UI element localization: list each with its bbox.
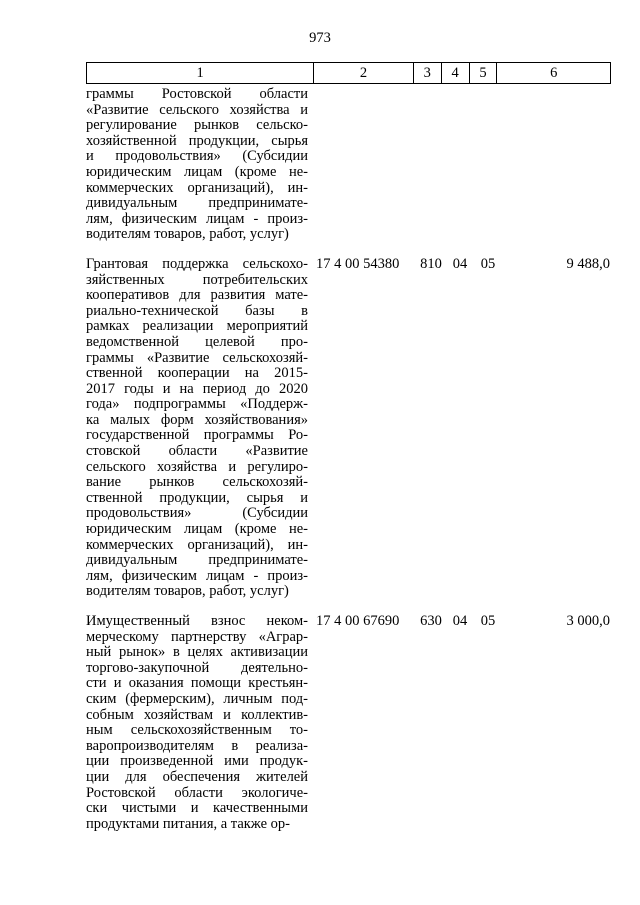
description-line: мерческому партнерству «Аграр-	[86, 629, 308, 645]
description-line: дивидуальным предпринимате-	[86, 553, 308, 569]
description-line: ственной продукции, сырья и	[86, 490, 308, 506]
description-line: варопроизводителям в реализа-	[86, 738, 308, 754]
description-line: дивидуальным предпринимате-	[86, 196, 308, 212]
row-description	[86, 87, 308, 243]
description-line: года» подпрограммы «Поддерж-	[86, 397, 308, 413]
description-line: сти и оказания помощи крестьян-	[86, 676, 308, 692]
description-line: Ростовской области экологиче-	[86, 785, 308, 801]
expense-type: 810	[420, 255, 442, 272]
header-col-1: 1	[87, 63, 314, 83]
expense-type	[416, 87, 446, 243]
expense-type: 630	[420, 613, 442, 629]
description-line: ный рынок» в целях активизации	[86, 645, 308, 661]
description-line: торгово-закупочной деятельно-	[86, 660, 308, 676]
header-col-6: 6	[550, 65, 558, 81]
section-code: 04	[452, 255, 468, 272]
amount	[502, 87, 610, 243]
description-line: ственной кооперации на 2015-	[86, 366, 308, 382]
description-line: водителям товаров, работ, услуг)	[86, 584, 289, 600]
row-description	[86, 614, 308, 832]
description-line: ции для обеспечения жителей	[86, 769, 308, 785]
subsection-code	[474, 87, 502, 243]
table-row	[86, 257, 611, 600]
description-line: коммерческих организаций), ин-	[86, 180, 308, 196]
section-code: 04	[452, 613, 468, 629]
description-line: ции произведенной ими продук-	[86, 754, 308, 770]
description-line: хозяйственной продукции, сырья	[86, 133, 308, 149]
description-line: Имущественный взнос неком-	[86, 614, 308, 629]
description-line: «Развитие сельского хозяйства и	[86, 102, 308, 118]
description-line: водителям товаров, работ, услуг)	[86, 227, 289, 243]
description-line: кооперативов для развития мате-	[86, 288, 308, 304]
subsection-code: 05	[480, 255, 496, 272]
header-col-4: 4	[442, 63, 470, 83]
description-line: ведомственной целевой про-	[86, 334, 308, 350]
budget-table	[86, 62, 611, 832]
target-article-code: 17 4 00 67690	[316, 613, 400, 629]
description-line: 2017 годы и на период до 2020	[86, 381, 308, 397]
description-line: рамках реализации мероприятий	[86, 319, 308, 335]
description-line: стовской области «Развитие	[86, 444, 308, 460]
description-line: зяйственных потребительских	[86, 272, 308, 288]
header-col-3: 3	[414, 63, 442, 83]
description-line: граммы «Развитие сельскохозяй-	[86, 350, 308, 366]
description-line: Грантовая поддержка сельскохо-	[86, 256, 308, 272]
description-line: граммы Ростовской области	[86, 87, 308, 102]
table-header-row	[86, 62, 611, 84]
description-line: риально-технической базы в	[86, 303, 308, 319]
header-col-5: 5	[470, 63, 498, 83]
amount: 3 000,0	[566, 613, 610, 629]
description-line: коммерческих организаций), ин-	[86, 537, 308, 553]
target-article-code: 17 4 00 54380	[316, 255, 400, 272]
description-line: продовольствия» (Субсидии	[86, 506, 308, 522]
header-col-2: 2	[314, 63, 414, 83]
table-row	[86, 614, 611, 832]
description-line: и продовольствия» (Субсидии	[86, 149, 308, 165]
description-line: ски чистыми и качественными	[86, 801, 308, 817]
section-code	[446, 87, 474, 243]
description-line: юридическим лицам (кроме не-	[86, 522, 308, 538]
subsection-code: 05	[480, 613, 496, 629]
target-article-code	[308, 87, 416, 243]
table-row	[86, 87, 611, 243]
description-line: регулирование рынков сельско-	[86, 118, 308, 134]
description-line: государственной программы Ро-	[86, 428, 308, 444]
description-line: ка малых форм хозяйствования»	[86, 412, 308, 428]
table-body	[86, 87, 611, 832]
description-line: лям, физическим лицам - произ-	[86, 568, 308, 584]
description-line: собным хозяйствам и коллектив-	[86, 707, 308, 723]
description-line: сельского хозяйства и регулиро-	[86, 459, 308, 475]
description-line: ским (фермерским), личным под-	[86, 691, 308, 707]
description-line: продуктами питания, а также ор-	[86, 816, 291, 832]
page-number: 973	[309, 30, 331, 46]
row-description	[86, 257, 308, 600]
description-line: ным сельскохозяйственным то-	[86, 723, 308, 739]
description-line: лям, физическим лицам - произ-	[86, 211, 308, 227]
description-line: вание рынков сельскохозяй-	[86, 475, 308, 491]
description-line: юридическим лицам (кроме не-	[86, 164, 308, 180]
amount: 9 488,0	[566, 255, 610, 272]
